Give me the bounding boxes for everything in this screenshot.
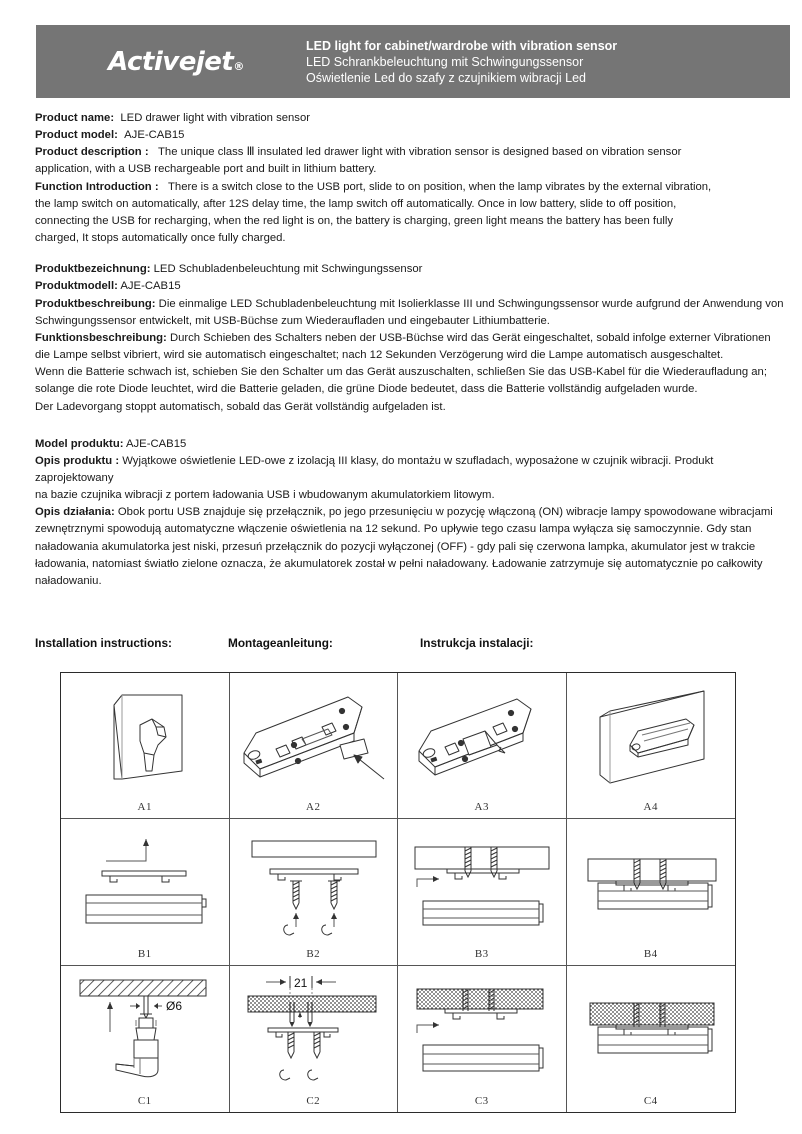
en-product-model-row bbox=[35, 127, 790, 144]
figure-c1 bbox=[61, 966, 229, 1095]
figure-c3 bbox=[398, 966, 566, 1095]
de-product-name-value: LED Schubladenbeleuchtung mit Schwingungssensor bbox=[153, 263, 423, 276]
title-polish: Oświetlenie Led do szafy z czujnikiem wibracji Led bbox=[306, 70, 586, 85]
en-product-name-row bbox=[35, 110, 790, 127]
figure-cell-b3 bbox=[398, 819, 567, 965]
figure-cell-c3 bbox=[398, 966, 567, 1112]
en-function-line1: There is a switch close to the USB port, slide to on position, when the lamp vibrates by the external vibration, bbox=[168, 180, 712, 193]
figure-caption-b3: B3 bbox=[474, 947, 489, 960]
figure-caption-c4: C4 bbox=[643, 1094, 658, 1107]
header-titles bbox=[306, 38, 790, 86]
en-product-model-value: AJE-CAB15 bbox=[124, 129, 185, 142]
de-product-description-line2: Schwingungssensor entwickelt, mit USB-Büchse zum Wiederaufladen und eingebauter Lithiumbatterie. bbox=[35, 314, 550, 327]
figure-caption-b2: B2 bbox=[306, 947, 321, 960]
installation-heading-polish: Instrukcja instalacji: bbox=[420, 636, 534, 650]
figure-cell-c2 bbox=[230, 966, 399, 1112]
c1-diameter-label: Ø6 bbox=[165, 999, 182, 1014]
en-product-name-value: LED drawer light with vibration sensor bbox=[120, 112, 310, 124]
section-polish bbox=[35, 436, 790, 590]
figure-a3 bbox=[398, 673, 566, 801]
de-function-label: Funktionsbeschreibung: bbox=[35, 331, 167, 344]
en-function-label: Function Introduction : bbox=[35, 180, 159, 193]
installation-figure-grid bbox=[60, 672, 736, 1113]
figure-caption-c1: C1 bbox=[137, 1094, 152, 1107]
en-product-name-label: Product name: bbox=[35, 112, 115, 124]
pl-product-model-label: Model produktu: bbox=[35, 437, 124, 450]
de-function-line4: solange die rote Diode leuchtet, wird die Batterie geladen, die grüne Diode bedeutet, dass die Batterie vollständig aufgeladen wurde. bbox=[35, 383, 698, 396]
en-function-line2: the lamp switch on automatically, after 12S delay time, the lamp switch off automatically. Once in low battery, slide to off position, bbox=[35, 197, 677, 210]
de-function-line3: Wenn die Batterie schwach ist, schieben Sie den Schalter um das Gerät auszuschalten, schließen Sie das USB-Kabel für die Wiederaufladung an; bbox=[35, 366, 767, 379]
section-english bbox=[35, 110, 790, 247]
de-product-name-row bbox=[35, 261, 790, 278]
installation-heading-german: Montageanleitung: bbox=[228, 636, 333, 650]
pl-function-label: Opis działania: bbox=[35, 506, 115, 519]
figure-caption-c3: C3 bbox=[474, 1094, 489, 1107]
pl-product-description-line2: na bazie czujnika wibracji z portem ładowania USB i wbudowanym akumulatorkiem litowym. bbox=[35, 489, 495, 502]
figure-c2 bbox=[230, 966, 398, 1095]
figure-caption-a3: A3 bbox=[474, 801, 489, 814]
en-product-model-label: Product model: bbox=[35, 129, 118, 142]
header-bar bbox=[36, 25, 790, 98]
document-body bbox=[35, 110, 790, 590]
figure-a4 bbox=[567, 673, 736, 801]
pl-function-line1: Obok portu USB znajduje się przełącznik, po jego przesunięciu w pozycję włączoną (ON) wibracje lampy spowodowane wibracjami bbox=[117, 506, 773, 519]
spacer-de-pl bbox=[35, 416, 790, 436]
pl-product-model-row bbox=[35, 436, 790, 453]
spacer-en-de bbox=[35, 247, 790, 261]
en-function-line3: connecting the USB for recharging, when the red light is on, the battery is charging, green light means the battery has been fully bbox=[35, 214, 674, 227]
pl-function-row bbox=[35, 504, 790, 521]
en-product-description-row bbox=[35, 144, 790, 161]
c2-spacing-label: 21 bbox=[294, 976, 308, 991]
figure-b2 bbox=[230, 819, 398, 947]
figure-caption-b4: B4 bbox=[643, 947, 658, 960]
figure-cell-a4 bbox=[567, 673, 736, 819]
figure-b3 bbox=[398, 819, 566, 947]
figure-cell-b4 bbox=[567, 819, 736, 965]
figure-cell-c4 bbox=[567, 966, 736, 1112]
de-function-line5: Der Ladevorgang stoppt automatisch, sobald das Gerät vollständig aufgeladen ist. bbox=[35, 400, 446, 413]
figure-b1 bbox=[61, 819, 229, 947]
en-product-description-line2: application, with a USB rechargeable port and built in lithium battery. bbox=[35, 163, 377, 176]
brand-name: Activejet bbox=[108, 46, 234, 77]
installation-heading-english: Installation instructions: bbox=[35, 636, 172, 650]
figure-caption-a1: A1 bbox=[137, 801, 152, 814]
de-function-line1: Durch Schieben des Schalters neben der USB-Büchse wird das Gerät eingeschaltet, sobald infolge externer Vibrationen bbox=[169, 331, 771, 344]
figure-caption-a4: A4 bbox=[643, 801, 658, 814]
de-product-description-line1: Die einmalige LED Schubladenbeleuchtung mit Isolierklasse III und Schwingungssensor wurde aufgrund der Anwendung von bbox=[158, 297, 784, 310]
figure-caption-c2: C2 bbox=[306, 1094, 321, 1107]
pl-function-line5: naładowaniu. bbox=[35, 574, 102, 587]
title-german: LED Schrankbeleuchtung mit Schwingungssensor bbox=[306, 54, 584, 69]
de-function-row bbox=[35, 330, 790, 347]
registered-mark: ® bbox=[233, 59, 244, 73]
figure-cell-c1 bbox=[61, 966, 230, 1112]
pl-function-line3: naładowania akumulatorka jest niski, przesuń przełącznik do pozycji wyłączonej (OFF) - gdy pali się czerwona lampka, akumulator jest w trakcie bbox=[35, 540, 756, 553]
de-function-line2: die Lampe selbst vibriert, wird sie automatisch eingeschaltet; nach 12 Sekunden Verzögerung wird die Lampe automatisch ausgeschaltet. bbox=[35, 349, 724, 362]
en-product-description-label: Product description : bbox=[35, 146, 149, 159]
figure-c4 bbox=[567, 966, 736, 1095]
de-product-description-row bbox=[35, 296, 790, 313]
en-function-row bbox=[35, 179, 790, 196]
figure-b4 bbox=[567, 819, 736, 947]
figure-caption-b1: B1 bbox=[137, 947, 152, 960]
de-product-model-value: AJE-CAB15 bbox=[120, 280, 181, 293]
figure-cell-a3 bbox=[398, 673, 567, 819]
figure-cell-b2 bbox=[230, 819, 399, 965]
pl-function-line4: ładowania, natomiast światło zielone oznacza, że akumulatorek został w pełni naładowany. Ładowanie zatrzymuje się automatycznie po całkowity bbox=[35, 557, 763, 570]
section-german bbox=[35, 261, 790, 415]
figure-a2 bbox=[230, 673, 398, 801]
figure-caption-a2: A2 bbox=[306, 801, 321, 814]
figure-cell-b1 bbox=[61, 819, 230, 965]
en-function-line4: charged, It stops automatically once fully charged. bbox=[35, 232, 286, 245]
de-product-model-row bbox=[35, 278, 790, 295]
figure-cell-a1 bbox=[61, 673, 230, 819]
figure-a1 bbox=[61, 673, 229, 801]
pl-product-description-label: Opis produktu : bbox=[35, 454, 120, 467]
pl-product-description-line1: Wyjątkowe oświetlenie LED-owe z izolacją III klasy, do montażu w szufladach, wyposażone w czujnik wibracji. Produkt zaprojektowany bbox=[35, 454, 714, 484]
title-english: LED light for cabinet/wardrobe with vibration sensor bbox=[306, 38, 618, 53]
de-product-model-label: Produktmodell: bbox=[35, 280, 118, 293]
de-product-description-label: Produktbeschreibung: bbox=[35, 297, 156, 310]
pl-product-description-row bbox=[35, 453, 790, 487]
pl-function-line2: zewnętrznymi spowodują automatyczne włączenie oświetlenia na 12 sekund. Po upływie tego czasu lampa wyłącza się samoczynnie. Gdy stan bbox=[35, 523, 752, 536]
en-product-description-line1: The unique class Ⅲ insulated led drawer light with vibration sensor is designed based on vibration sensor bbox=[158, 146, 682, 159]
brand-logo bbox=[36, 47, 306, 77]
pl-product-model-value: AJE-CAB15 bbox=[126, 437, 187, 450]
figure-cell-a2 bbox=[230, 673, 399, 819]
de-product-name-label: Produktbezeichnung: bbox=[35, 263, 151, 276]
